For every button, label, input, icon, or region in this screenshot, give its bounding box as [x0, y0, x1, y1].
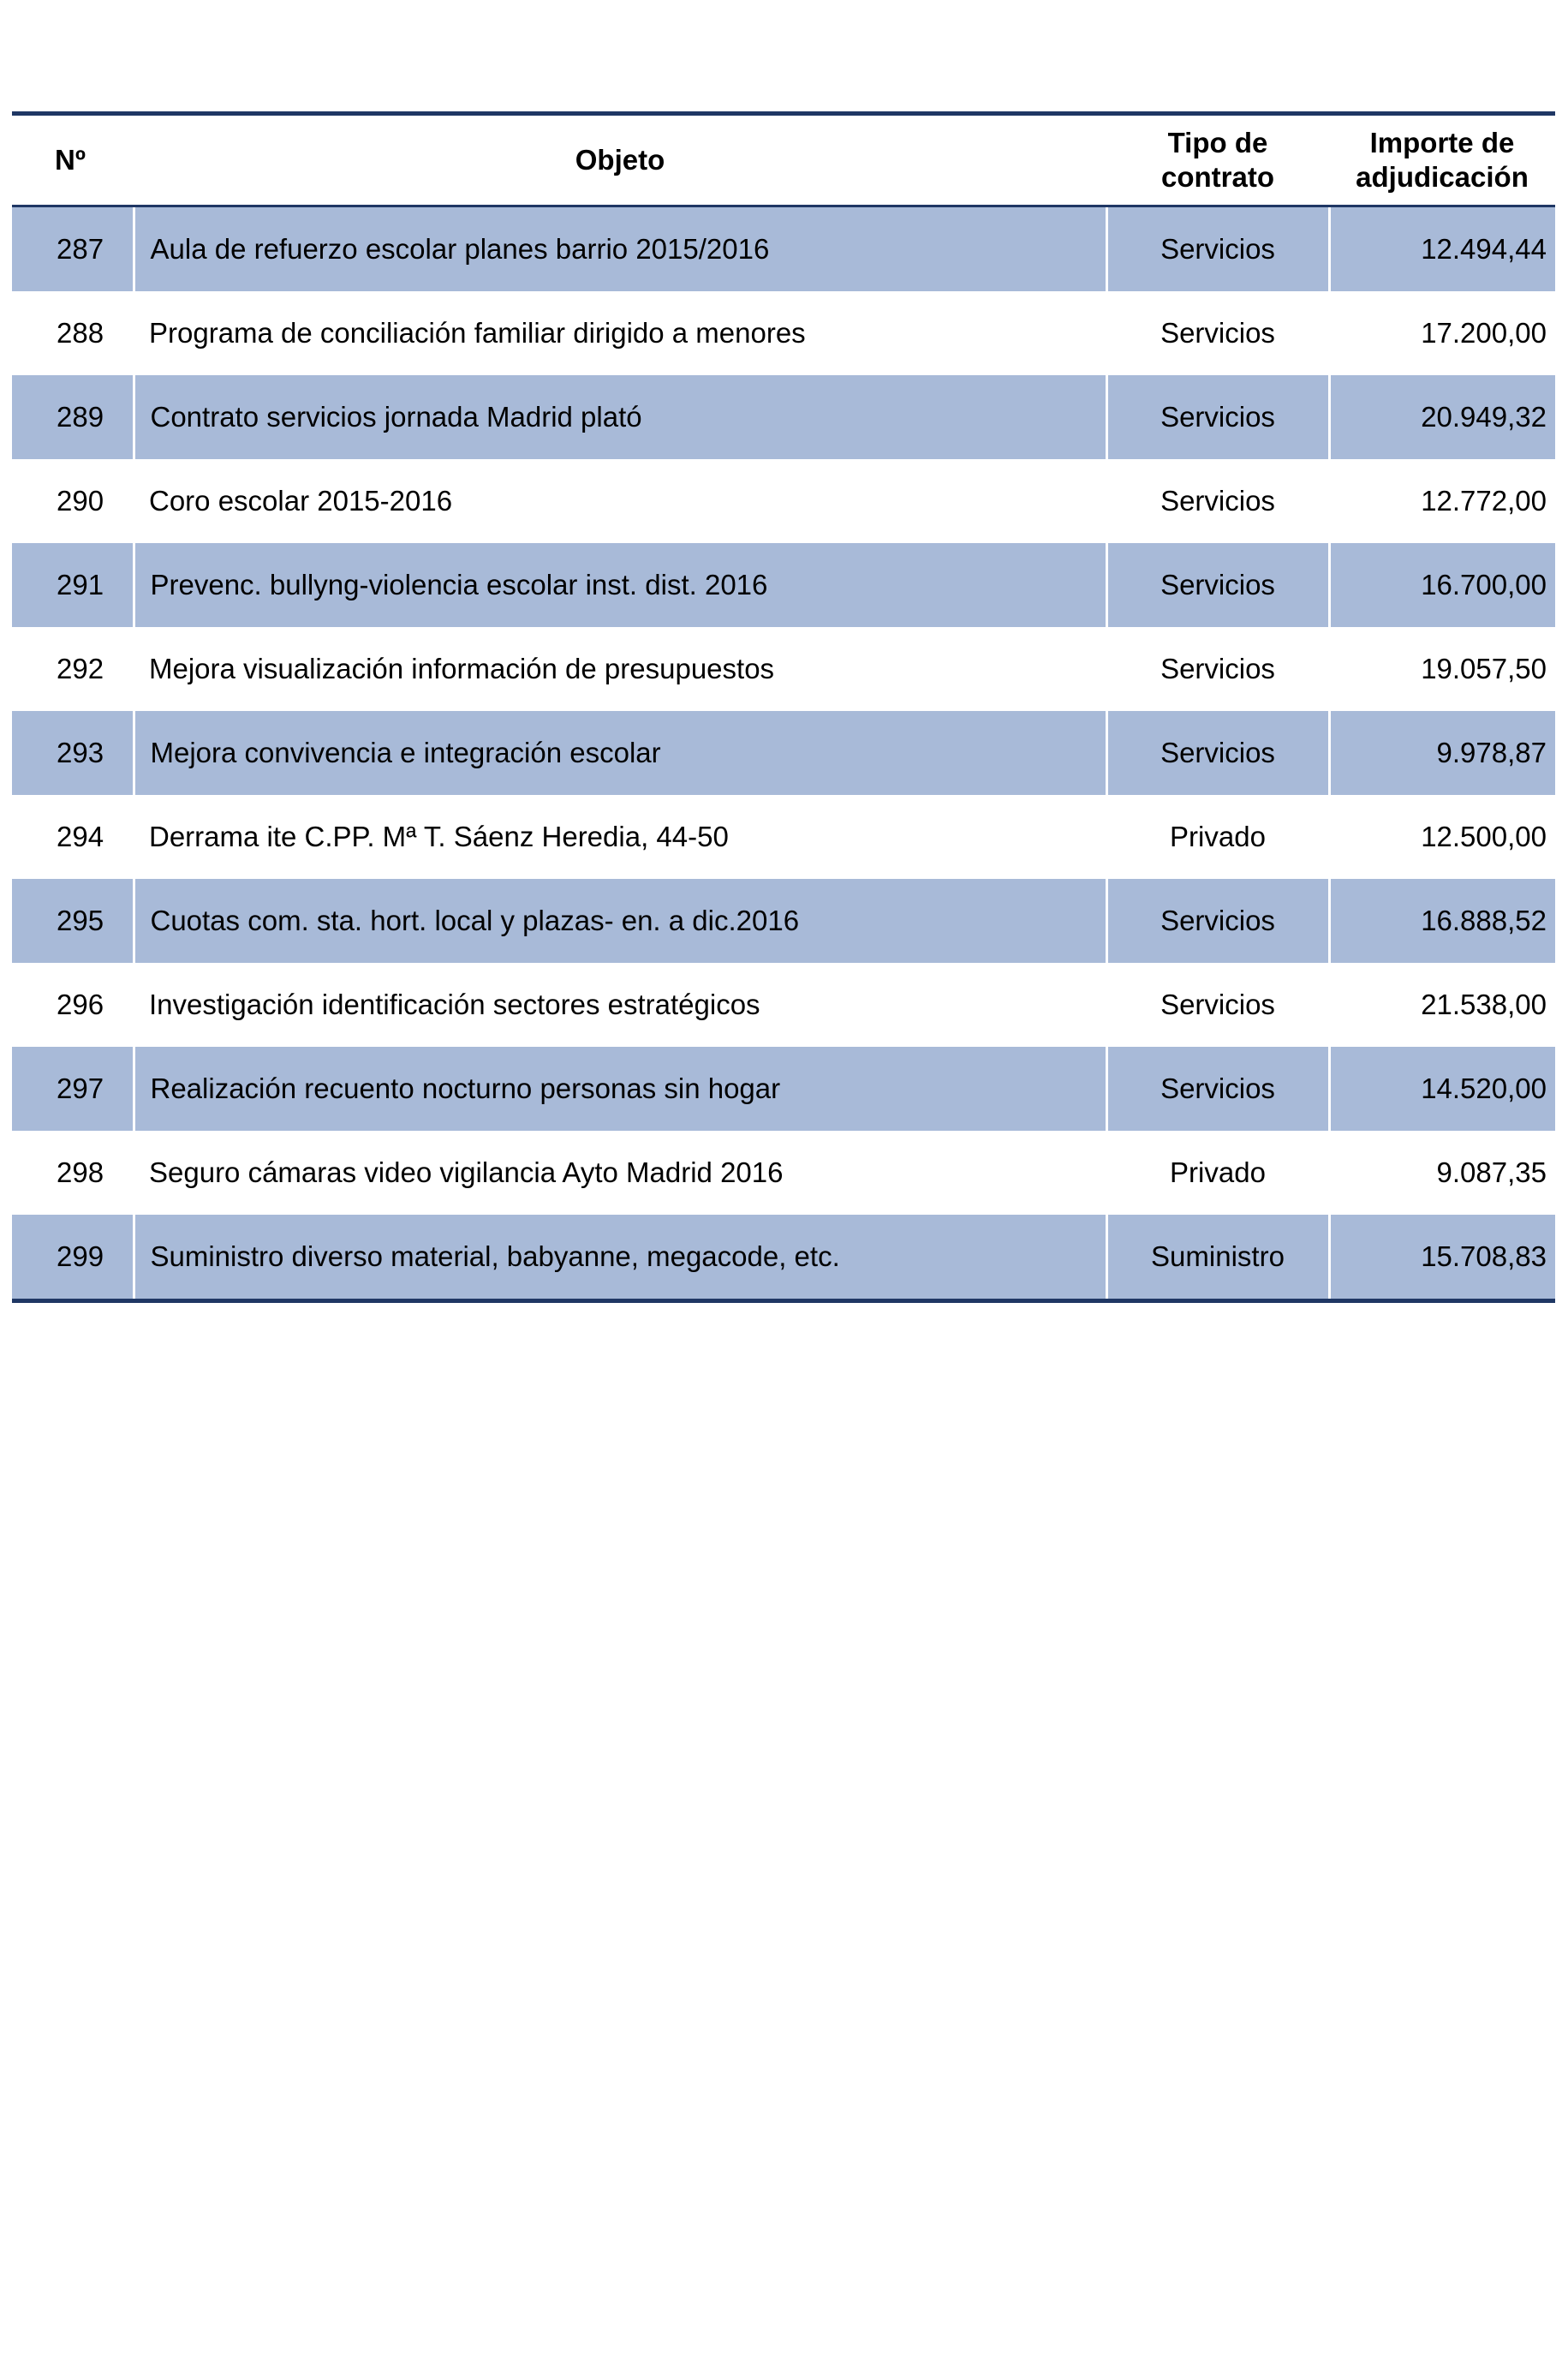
table-row [12, 1215, 1555, 1301]
header-tipo-contrato [1106, 114, 1329, 206]
cell-importe: 21.538,00 [1421, 989, 1547, 1020]
table-body [12, 206, 1555, 1301]
header-row [12, 114, 1555, 206]
cell-objeto: Mejora convivencia e integración escolar [134, 711, 1106, 795]
cell-tipo-contrato: Privado [1170, 1156, 1266, 1188]
cell-tipo-contrato: Servicios [1160, 653, 1275, 684]
cell-importe: 16.700,00 [1329, 543, 1555, 627]
header-num: Nº [12, 114, 134, 206]
contracts-table [12, 111, 1555, 1303]
table-row [12, 375, 1555, 459]
cell-num: 295 [12, 879, 134, 963]
cell-num: 298 [57, 1156, 104, 1188]
cell-importe: 12.500,00 [1421, 821, 1547, 852]
cell-num: 292 [57, 653, 104, 684]
table-row [12, 963, 1555, 1047]
cell-importe: 19.057,50 [1421, 653, 1547, 684]
cell-importe: 17.200,00 [1421, 317, 1547, 349]
table-row [12, 291, 1555, 375]
cell-objeto: Investigación identificación sectores estratégicos [149, 989, 760, 1020]
header-objeto: Objeto [134, 114, 1106, 206]
table-row [12, 1047, 1555, 1131]
cell-tipo-contrato: Servicios [1106, 375, 1329, 459]
cell-tipo-contrato: Servicios [1106, 543, 1329, 627]
cell-num: 297 [12, 1047, 134, 1131]
cell-importe: 9.978,87 [1329, 711, 1555, 795]
cell-num: 288 [57, 317, 104, 349]
cell-num: 287 [12, 206, 134, 292]
cell-num: 293 [12, 711, 134, 795]
header-importe-line1: Importe de [1369, 127, 1515, 158]
table-row [12, 1131, 1555, 1215]
table-row [12, 795, 1555, 879]
cell-importe: 12.494,44 [1329, 206, 1555, 292]
cell-importe: 20.949,32 [1329, 375, 1555, 459]
cell-objeto: Programa de conciliación familiar dirigido a menores [149, 317, 806, 349]
cell-importe: 14.520,00 [1329, 1047, 1555, 1131]
header-tipo-line2: contrato [1161, 161, 1274, 193]
header-tipo-line1: Tipo de [1167, 127, 1268, 158]
cell-objeto: Aula de refuerzo escolar planes barrio 2015/2016 [134, 206, 1106, 292]
table-row [12, 879, 1555, 963]
cell-objeto: Contrato servicios jornada Madrid plató [134, 375, 1106, 459]
cell-num: 291 [12, 543, 134, 627]
cell-num: 294 [57, 821, 104, 852]
cell-objeto: Coro escolar 2015-2016 [149, 485, 453, 517]
cell-tipo-contrato: Servicios [1106, 206, 1329, 292]
cell-num: 299 [12, 1215, 134, 1301]
table-row [12, 543, 1555, 627]
cell-tipo-contrato: Suministro [1106, 1215, 1329, 1301]
table-row [12, 206, 1555, 292]
cell-objeto: Suministro diverso material, babyanne, megacode, etc. [134, 1215, 1106, 1301]
cell-objeto: Seguro cámaras video vigilancia Ayto Madrid 2016 [149, 1156, 784, 1188]
cell-tipo-contrato: Servicios [1160, 989, 1275, 1020]
cell-importe: 15.708,83 [1329, 1215, 1555, 1301]
table-row [12, 711, 1555, 795]
cell-objeto: Prevenc. bullyng-violencia escolar inst. dist. 2016 [134, 543, 1106, 627]
header-importe-line2: adjudicación [1356, 161, 1529, 193]
table-row [12, 459, 1555, 543]
cell-importe: 12.772,00 [1421, 485, 1547, 517]
cell-objeto: Derrama ite C.PP. Mª T. Sáenz Heredia, 44-50 [149, 821, 729, 852]
cell-objeto: Realización recuento nocturno personas sin hogar [134, 1047, 1106, 1131]
cell-tipo-contrato: Servicios [1160, 317, 1275, 349]
cell-importe: 16.888,52 [1329, 879, 1555, 963]
cell-num: 290 [57, 485, 104, 517]
cell-tipo-contrato: Servicios [1106, 1047, 1329, 1131]
cell-num: 289 [12, 375, 134, 459]
cell-objeto: Mejora visualización información de presupuestos [149, 653, 775, 684]
table-header [12, 114, 1555, 206]
cell-tipo-contrato: Servicios [1106, 879, 1329, 963]
cell-num: 296 [57, 989, 104, 1020]
header-importe-adjudicacion [1329, 114, 1555, 206]
cell-tipo-contrato: Servicios [1106, 711, 1329, 795]
cell-importe: 9.087,35 [1436, 1156, 1547, 1188]
cell-tipo-contrato: Servicios [1160, 485, 1275, 517]
table-row [12, 627, 1555, 711]
cell-objeto: Cuotas com. sta. hort. local y plazas- en. a dic.2016 [134, 879, 1106, 963]
cell-tipo-contrato: Privado [1170, 821, 1266, 852]
